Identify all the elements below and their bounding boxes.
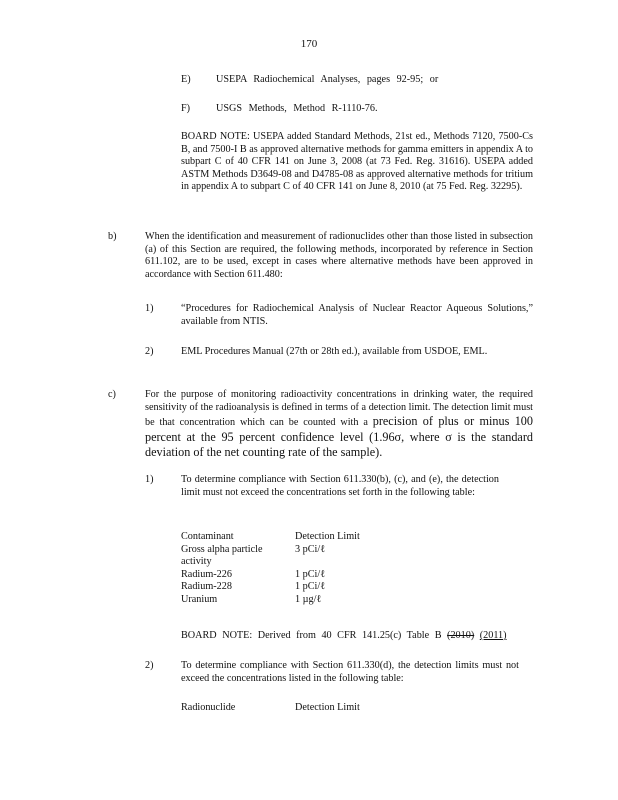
table-cell-limit: 1 µg/ℓ <box>295 593 322 605</box>
table-cell-contaminant: Radium-228 <box>181 581 232 593</box>
table-header-cell: Contaminant <box>181 531 234 542</box>
section-b-item-1-label: 1) <box>145 303 154 314</box>
detection-limit-table-1 <box>181 531 360 607</box>
table-cell-limit: 3 pCi/ℓ <box>295 543 326 555</box>
section-c-item-1-text: To determine compliance with Section 611.330(b), (c), and (e), the detection limit must not exceed the concentrations set forth in the following table: <box>181 474 499 498</box>
board-note-table-b-text: BOARD NOTE: Derived from 40 CFR 141.25(c) Table B <box>181 630 442 641</box>
section-c-item-2-label: 2) <box>145 660 154 671</box>
table-row <box>181 594 360 607</box>
item-f-text: USGS Methods, Method R-1110-76. <box>216 103 378 114</box>
table-cell-limit: 1 pCi/ℓ <box>295 581 326 593</box>
board-note-gamma-tritium: BOARD NOTE: USEPA added Standard Methods, 21st ed., Methods 7120, 7500-Cs B, and 7500-I B as approved alternative methods for gamma emitters in appendix A to subpart C of 40 CFR 141 on June 3, 2008 (at 73 Fed. Reg. 31616). USEPA added ASTM Methods D3649-08 and D4785-08 as approved alternative methods for tritium in appendix A to subpart C of 40 CFR 141 on June 8, 2010 (at 75 Fed. Reg. 32295). <box>181 131 533 193</box>
detection-limit-table-2 <box>181 702 360 715</box>
item-f-label: F) <box>181 103 191 114</box>
item-e-label: E) <box>181 74 191 85</box>
section-b-text: When the identification and measurement of radionuclides other than those listed in subsection (a) of this Section are required, the following methods, incorporated by reference in Section 611.102, are to be used, except in cases where alternative methods have been approved in accordance with Section 611.480: <box>145 231 533 280</box>
table-row <box>181 544 360 569</box>
section-c-text <box>145 389 533 461</box>
table-header-cell: Radionuclide <box>181 702 236 713</box>
table-row <box>181 581 360 594</box>
section-b-item-2-text: EML Procedures Manual (27th or 28th ed.), available from USDOE, EML. <box>181 346 488 357</box>
item-e-text: USEPA Radiochemical Analyses, pages 92-95; or <box>216 74 439 85</box>
section-c-text-part-b: precision of plus or minus 100 percent at the 95 percent confidence level (1.96σ, where σ is the standard deviation of the net counting rate of the sample). <box>145 414 533 460</box>
section-b-label: b) <box>108 231 117 242</box>
table-cell-contaminant: Radium-226 <box>181 568 232 580</box>
table-cell-contaminant: Uranium <box>181 593 218 605</box>
section-b-item-2-label: 2) <box>145 346 154 357</box>
table-header-cell: Detection Limit <box>295 531 360 542</box>
table-header-row <box>181 531 360 544</box>
table-cell-limit: 1 pCi/ℓ <box>295 568 326 580</box>
table-header-row <box>181 702 360 715</box>
page-number: 170 <box>300 38 318 50</box>
table-header-cell: Detection Limit <box>295 702 360 713</box>
section-c-item-1-label: 1) <box>145 474 154 485</box>
section-c-item-2-text: To determine compliance with Section 611.330(d), the detection limits must not exceed the concentrations listed in the following table: <box>181 660 519 684</box>
struck-year: (2010) <box>447 630 475 641</box>
section-c-label: c) <box>108 389 116 400</box>
inserted-year: (2011) <box>479 630 507 641</box>
section-b-item-1-text: “Procedures for Radiochemical Analysis of Nuclear Reactor Aqueous Solutions,” available from NTIS. <box>181 303 533 327</box>
section-c-text-part-a: For the purpose of monitoring radioactivity concentrations in drinking water, the required sensitivity of the radioanalysis is defined in terms of a detection limit. The detection limit must be that concentration which can be counted with a <box>145 389 533 429</box>
table-row <box>181 569 360 582</box>
board-note-table-b <box>181 630 541 643</box>
table-cell-contaminant: Gross alpha particle activity <box>181 543 263 568</box>
